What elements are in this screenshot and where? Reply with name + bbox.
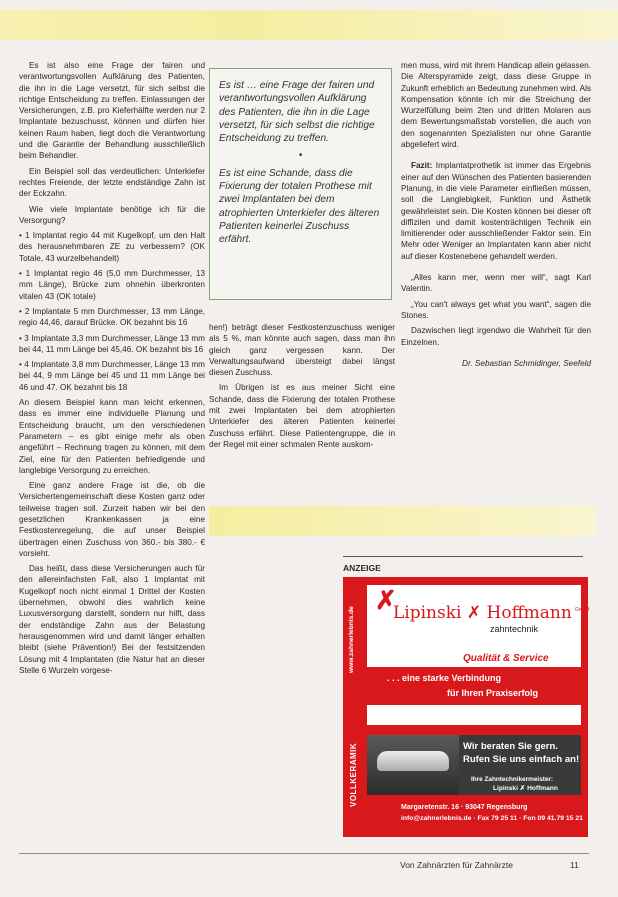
article-column-1 (19, 60, 205, 680)
ad-vollkeramik: VOLLKERAMIK (349, 742, 358, 807)
ad-address: Margaretenstr. 16 · 93047 Regensburg (401, 804, 528, 811)
list-item: • 1 Implantat regio 46 (5,0 mm Durchmesser, 13 mm Länge), Brücke zum ohnehin überkronten vitalen 43 (OK totale) (19, 269, 205, 301)
footer-divider (19, 853, 589, 854)
conclusion-text: Implantatprothetik ist immer das Ergebnis einer auf den Wünschen des Patienten basierenden Planung, in die viele Parameter einfließen müssen, soll die Langlebigkeit, Funktion und Ästhetik gewährleistet sein. Die Kosten können bei dieser oft diffizilen und damit kostenträchtigen Technik ein limitierender oder ausschließender Faktor sein. Ein Mehr oder Weniger an Implantaten kann aber nicht auf dieser Kostenebene gehandelt werden. (401, 161, 591, 261)
page-number: 11 (570, 860, 579, 870)
ad-galvano: GALVANO (396, 717, 449, 728)
ad-slogan-2: für Ihren Praxiserfolg (447, 688, 539, 698)
conclusion-paragraph (401, 160, 591, 262)
ad-url: www.zahnerlebnis.de (348, 606, 355, 673)
footer-text: Von Zahnärzten für Zahnärzte (400, 860, 513, 870)
ad-divider (343, 556, 583, 557)
figure-logo-icon: ✗ (375, 585, 397, 615)
pull-quote-box (209, 68, 392, 300)
article-column-2 (209, 322, 395, 454)
paragraph: Wie viele Implantate benötige ich für die Versorgung? (19, 204, 205, 225)
paragraph: Im Übrigen ist es aus meiner Sicht eine Schande, dass die Fixierung der totalen Prothese mit zwei Implantaten bei dem atrophierten Unterkiefer des älteren Patienten keinerlei Zuschuss erfährt. Diese Patientengruppe, die in der Regel mit einer schmalen Rente auskom- (209, 383, 395, 449)
list-item: • 2 Implantate 5 mm Durchmesser, 13 mm Länge, regio 44,46, darauf Brücke. OK bezahnt bis 16 (19, 306, 205, 328)
list-item: • 3 Implantate 3,3 mm Durchmesser, Länge 13 mm bei 44, 11 mm Länge bei 45,46. OK bezahnt bis 16 (19, 333, 205, 354)
ad-slogan-1: . . . eine starke Verbindung (387, 673, 502, 683)
ad-trifft: TRIFFT (373, 719, 392, 725)
dental-bridge-image (367, 735, 459, 795)
paragraph: Ein Beispiel soll das verdeutlichen: Unterkiefer rechtes Freiende, der letzte endständige Zahn ist der Eckzahn. (19, 166, 205, 199)
ad-cta-2: Rufen Sie uns einfach an! (463, 754, 580, 765)
ad-contact: info@zahnerlebnis.de · Fax 79 25 11 · Fon 09 41.79 15 21 (401, 815, 583, 822)
conclusion-label: Fazit: (411, 161, 433, 171)
paragraph: An diesem Beispiel kann man leicht erkennen, dass es immer eine individuelle Planung und Entscheidung braucht, um den verschiedenen Parametern – es gibt einige mehr als oben angeführt – Rechnung tragen zu können, mit dem Ziel, eine für den Patienten befriedigende und langlebige Versorgung zu erreichen. (19, 398, 205, 475)
quote-stones: „You can't always get what you want“, sagen die Stones. (401, 299, 591, 320)
author-signature: Dr. Sebastian Schmidinger, Seefeld (462, 358, 591, 368)
paragraph: men muss, wird mit ihrem Handicap allein gelassen. Die Alterspyramide zeigt, dass diese Gruppe in Zukunft erheblich an Bedeutung zunehmen wird. Als Kompensation könnte ich mir die Streichung der Wurzelfüllung beim 2ten und dritten Molaren aus dem Bewertungsmaßstab vorstellen, die auch von den sogenannten Spezialisten nur ohne Garantie abgeliefert wird. (401, 61, 591, 150)
paragraph: Eine ganz andere Frage ist die, ob die Versichertengemeinschaft diese Kosten ganz oder teilweise tragen soll. Zurzeit haben wir bei den gesetzlichen Krankenkassen ja eine Festkostenregelung, die auf unser Beispiel übertragen einen Zuschuss von 360.- bis 380.- € vorsieht. (19, 481, 205, 558)
paragraph: Dazwischen liegt irgendwo die Wahrheit für den Einzelnen. (401, 326, 591, 347)
ad-meister-label: Ihre Zahntechnikermeister: (471, 776, 554, 783)
ad-label: ANZEIGE (343, 563, 381, 573)
advertisement (343, 577, 588, 837)
ad-quality-tag: Qualität & Service (463, 653, 549, 664)
ad-names: Lipinski ✗ Hoffmann (493, 785, 558, 792)
quote-valentin: „Alles kann mer, wenn mer will“, sagt Karl Valentin. (401, 273, 591, 294)
ad-subtitle: zahntechnik (490, 624, 539, 634)
paragraph: Das heißt, dass diese Versicherungen auch für den allereinfachsten Fall, also 1 Implantat mit Kugelkopf noch nicht einmal 1 Drittel der Kosten übernehmen, obwohl dies wahrlich keine Luxusversorgung darstellt, sondern nur hilft, dass der endständige Zahn aus der Belastung herausgenommen wird und damit länger erhalten bleibt (siehe Prävention!) Bei der festsitzenden Lösung mit 4 Implantaten (die Natur hat an dieser Stelle 6 Wurzeln vorgese- (19, 564, 205, 675)
ad-company-name: Lipinski ✗ Hoffmann (393, 603, 572, 623)
pull-quote-first: Es ist … eine Frage der fairen und verantwortungsvollen Aufklärung des Patienten, die ihn in die Lage versetzt, für sich selbst die richtige Entscheidung zu treffen. (219, 80, 375, 145)
section-color-bar (209, 506, 595, 536)
ad-gmbh: GmbH (575, 607, 590, 613)
article-column-3 (401, 60, 591, 373)
list-item: • 1 Implantat regio 44 mit Kugelkopf, um den Halt des herausnehmbaren ZE zu verbessern? (OK Totale, 43 wurzelbehandelt) (19, 231, 205, 263)
teeth-shape (377, 751, 449, 771)
pull-quote-second: Es ist eine Schande, dass die Fixierung der totalen Prothese mit zwei Implantaten bei dem atrophierten Unterkiefer des älteren Patienten keinerlei Zuschuss erfährt. (219, 167, 380, 246)
header-color-bar (0, 10, 618, 40)
paragraph: hen!) beträgt dieser Festkostenzuschuss weniger als 5 %, man könnte auch sagen, dass man ihn gleich ganz vergessen kann. Der Verwaltungsaufwand übersteigt dabei längst diesen Zuschuss. (209, 323, 395, 378)
list-item: • 4 Implantate 3,8 mm Durchmesser, Länge 13 mm bei 44, 9 mm Länge bei 45 und 11 mm Länge bei 46 und 47. OK bezahnt bis 18 (19, 360, 205, 392)
ad-cta-1: Wir beraten Sie gern. (463, 741, 558, 752)
pull-quote-separator: • (298, 150, 303, 162)
paragraph: Es ist also eine Frage der fairen und verantwortungsvollen Aufklärung des Patienten, die ihn in die Lage versetzt, für sich selbst die richtige Entscheidung zu treffen. Einlassungen der Versicherungen, z.B. pro Kieferhälfte werden nur 2 Implantate bezuschusst, können und dürfen hier keinen Raum haben, liegt doch die Verantwortung und die Garantie der Behandlung ausschließlich beim Behandler. (19, 61, 205, 161)
